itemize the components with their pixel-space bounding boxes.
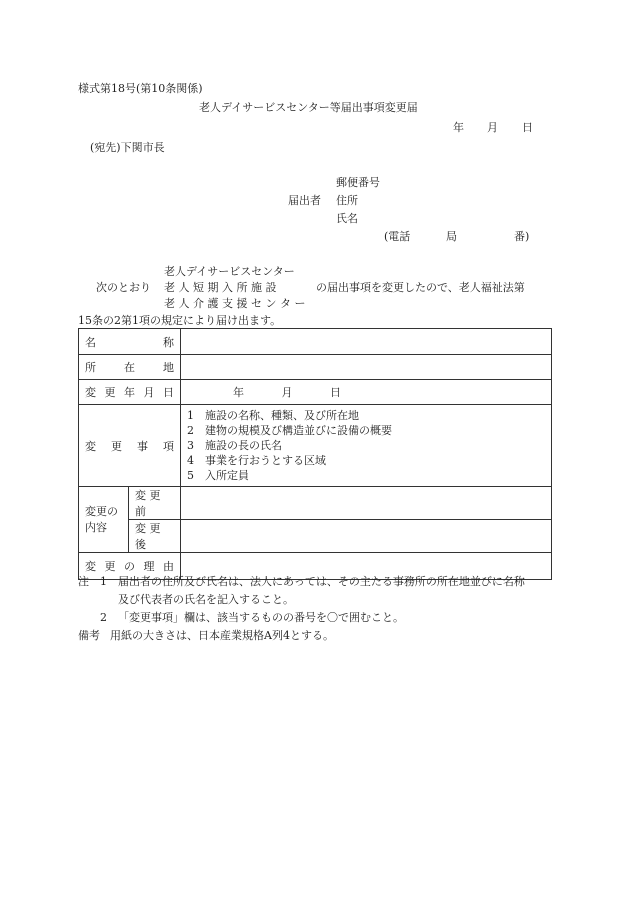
date-month: 月 xyxy=(487,121,498,134)
body-line-2: 15条の2第1項の規定により届け出ます。 xyxy=(78,314,282,327)
change-items-list[interactable] xyxy=(181,405,552,487)
addressee: (宛先)下関市長 xyxy=(90,141,165,154)
row-after xyxy=(79,520,552,553)
after-field[interactable] xyxy=(181,520,552,553)
row-change-date xyxy=(79,380,552,405)
facility-type-day-service: 老人デイサービスセンター xyxy=(164,265,295,278)
note-1-line-1: 届出者の住所及び氏名は、法人にあっては、その主たる事務所の所在地並びに名称 xyxy=(118,575,525,588)
remarks-label: 備考 xyxy=(78,629,100,642)
row-location xyxy=(79,355,552,380)
label-change-items: 変 更 事 項 xyxy=(79,405,181,487)
row-name xyxy=(79,329,552,355)
label-after: 変 更 後 xyxy=(129,520,181,553)
change-item-4[interactable]: 4 事業を行おうとする区域 xyxy=(187,454,326,467)
body-line-rest: の届出事項を変更したので、老人福祉法第 xyxy=(316,281,525,294)
note-1-number: 1 xyxy=(100,575,107,588)
row-before xyxy=(79,487,552,520)
label-name: 名 称 xyxy=(79,329,181,355)
date-day: 日 xyxy=(522,121,533,134)
note-label: 注 xyxy=(78,575,89,588)
row-change-items xyxy=(79,405,552,487)
change-date-field[interactable]: 年 月 日 xyxy=(181,380,552,405)
name-label: 氏名 xyxy=(336,212,358,225)
phone-label: (電話 xyxy=(384,230,411,243)
note-2-number: 2 xyxy=(100,611,107,624)
note-1-line-2: 及び代表者の氏名を記入すること。 xyxy=(118,593,294,606)
before-field[interactable] xyxy=(181,487,552,520)
change-item-2[interactable]: 2 建物の規模及び構造並びに設備の概要 xyxy=(187,424,392,437)
change-item-1[interactable]: 1 施設の名称、種類、及び所在地 xyxy=(187,409,359,422)
document-title: 老人デイサービスセンター等届出事項変更届 xyxy=(199,101,418,114)
change-item-3[interactable]: 3 施設の長の氏名 xyxy=(187,439,282,452)
body-intro: 次のとおり xyxy=(96,281,151,294)
note-2-text: 「変更事項」欄は、該当するものの番号を〇で囲むこと。 xyxy=(118,611,404,624)
form-number: 様式第18号(第10条関係) xyxy=(78,82,203,95)
phone-number-label: 番) xyxy=(514,230,530,243)
label-change-content: 変更の 内容 xyxy=(79,487,129,553)
address-label: 住所 xyxy=(336,194,358,207)
facility-type-care-support: 老 人 介 護 支 援 セ ン タ ー xyxy=(164,297,306,310)
label-change-date: 変 更 年 月 日 xyxy=(79,380,181,405)
location-field[interactable] xyxy=(181,355,552,380)
phone-exchange-label: 局 xyxy=(446,230,457,243)
label-reason: 変 更 の 理 由 xyxy=(79,553,181,580)
remarks-text: 用紙の大きさは、日本産業規格A列4とする。 xyxy=(110,629,334,642)
notification-form-table xyxy=(78,328,552,580)
label-location: 所 在 地 xyxy=(79,355,181,380)
applicant-label: 届出者 xyxy=(288,194,321,207)
name-field[interactable] xyxy=(181,329,552,355)
postal-code-label: 郵便番号 xyxy=(336,176,380,189)
label-before: 変 更 前 xyxy=(129,487,181,520)
facility-type-short-stay: 老 人 短 期 入 所 施 設 xyxy=(164,281,277,294)
date-year: 年 xyxy=(453,121,464,134)
change-item-5[interactable]: 5 入所定員 xyxy=(187,469,249,482)
